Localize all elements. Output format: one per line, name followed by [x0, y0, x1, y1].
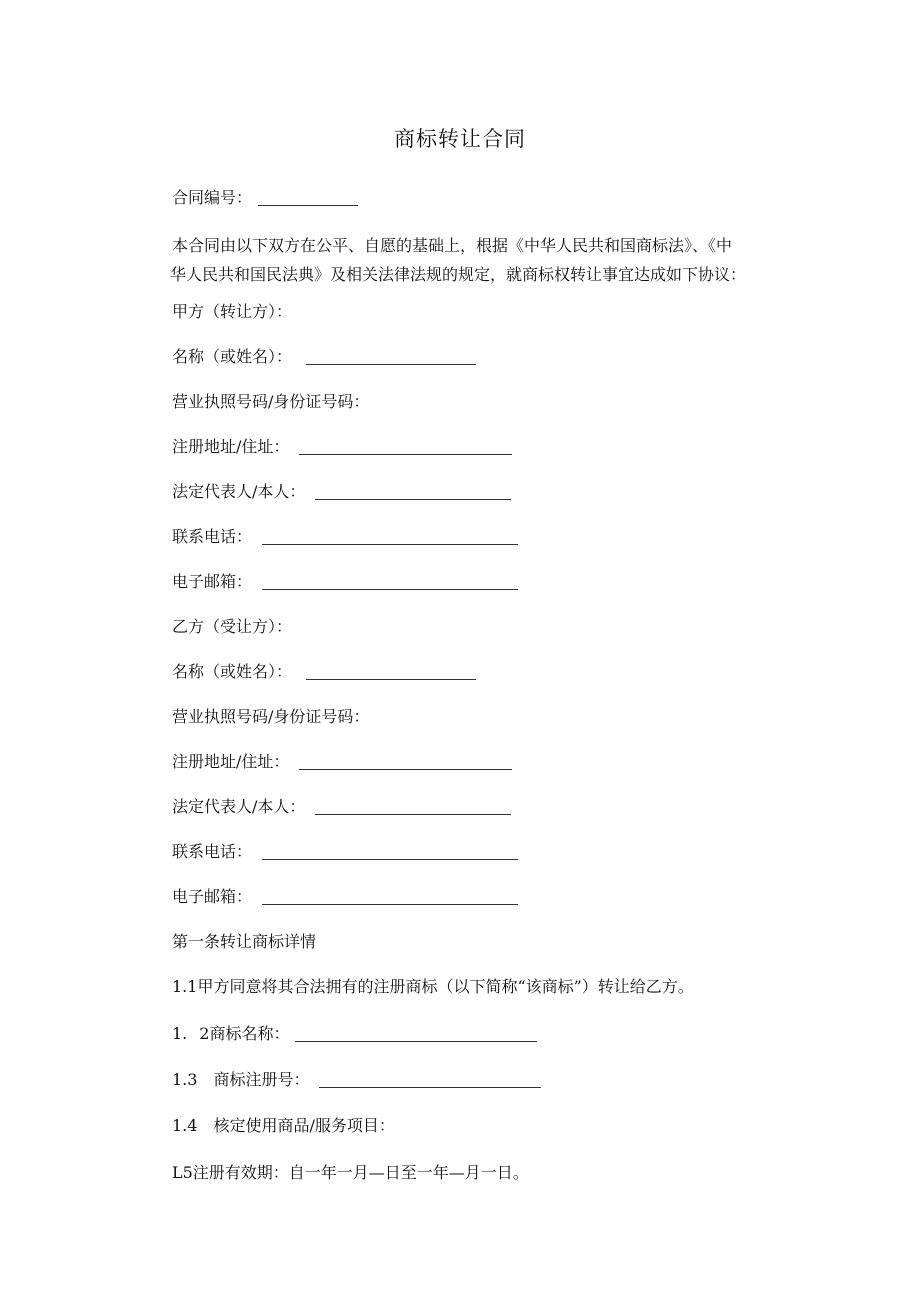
party-b-rep-blank[interactable] — [315, 800, 511, 815]
party-a-phone-line — [172, 527, 518, 547]
party-a-email-blank[interactable] — [262, 575, 518, 590]
clause-1-2-number: 1. — [172, 1024, 188, 1043]
clause-1-4-number: 1.4 — [172, 1116, 198, 1135]
article-1-heading: 第一条转让商标详情 — [172, 932, 317, 951]
party-b-email-blank[interactable] — [262, 890, 518, 905]
clause-1-4-label: 核定使用商品/服务项目： — [213, 1116, 395, 1135]
party-b-name-blank[interactable] — [306, 665, 476, 680]
clause-1-4-line — [172, 1116, 395, 1136]
party-a-address-label: 注册地址/住址： — [172, 437, 290, 456]
intro-line-1: 本合同由以下双方在公平、自愿的基础上，根据《中华人民共和国商标法》、《中 — [172, 236, 733, 255]
party-a-address-blank[interactable] — [299, 440, 512, 455]
party-b-rep-label: 法定代表人/本人： — [172, 797, 306, 816]
clause-1-2-line — [172, 1024, 537, 1044]
party-a-rep-blank[interactable] — [315, 485, 511, 500]
party-b-rep-line — [172, 797, 511, 817]
party-a-email-line — [172, 572, 518, 592]
clause-1-2-label: 2商标名称： — [199, 1024, 290, 1043]
party-b-email-label: 电子邮箱： — [172, 887, 253, 906]
party-b-license-label: 营业执照号码/身份证号码： — [172, 707, 370, 726]
party-b-phone-label: 联系电话： — [172, 842, 253, 861]
party-a-address-line — [172, 437, 512, 457]
party-b-address-label: 注册地址/住址： — [172, 752, 290, 771]
intro-paragraph — [172, 231, 784, 289]
party-a-email-label: 电子邮箱： — [172, 572, 253, 591]
clause-1-3-line — [172, 1070, 541, 1090]
registration-number-blank[interactable] — [319, 1073, 541, 1088]
clause-1-1: 1.1甲方同意将其合法拥有的注册商标（以下简称“该商标”）转让给乙方。 — [172, 977, 694, 996]
party-b-phone-line — [172, 842, 518, 862]
contract-number-blank[interactable] — [258, 191, 358, 206]
party-b-heading: 乙方（受让方）： — [172, 617, 293, 636]
party-b-address-line — [172, 752, 512, 772]
document-title: 商标转让合同 — [394, 127, 526, 151]
party-a-phone-blank[interactable] — [262, 530, 518, 545]
party-a-rep-line — [172, 482, 511, 502]
party-a-heading: 甲方（转让方）： — [172, 302, 293, 321]
clause-1-5: L5注册有效期：自一年一月—日至一年—月一日。 — [172, 1163, 529, 1182]
contract-number-line — [172, 188, 358, 208]
contract-number-label: 合同编号： — [172, 188, 253, 207]
party-b-name-label: 名称（或姓名）： — [172, 662, 293, 681]
clause-1-3-label: 商标注册号： — [213, 1070, 310, 1089]
clause-1-3-number: 1.3 — [172, 1070, 198, 1089]
party-b-name-line — [172, 662, 476, 682]
party-a-rep-label: 法定代表人/本人： — [172, 482, 306, 501]
intro-line-2: 华人民共和国民法典》及相关法律法规的规定，就商标权转让事宜达成如下协议： — [170, 265, 747, 284]
party-a-license-label: 营业执照号码/身份证号码： — [172, 392, 370, 411]
party-a-name-line — [172, 347, 476, 367]
party-b-phone-blank[interactable] — [262, 845, 518, 860]
party-b-address-blank[interactable] — [299, 755, 512, 770]
party-a-name-label: 名称（或姓名）： — [172, 347, 293, 366]
party-b-email-line — [172, 887, 518, 907]
party-a-phone-label: 联系电话： — [172, 527, 253, 546]
party-a-name-blank[interactable] — [306, 350, 476, 365]
trademark-name-blank[interactable] — [295, 1027, 537, 1042]
